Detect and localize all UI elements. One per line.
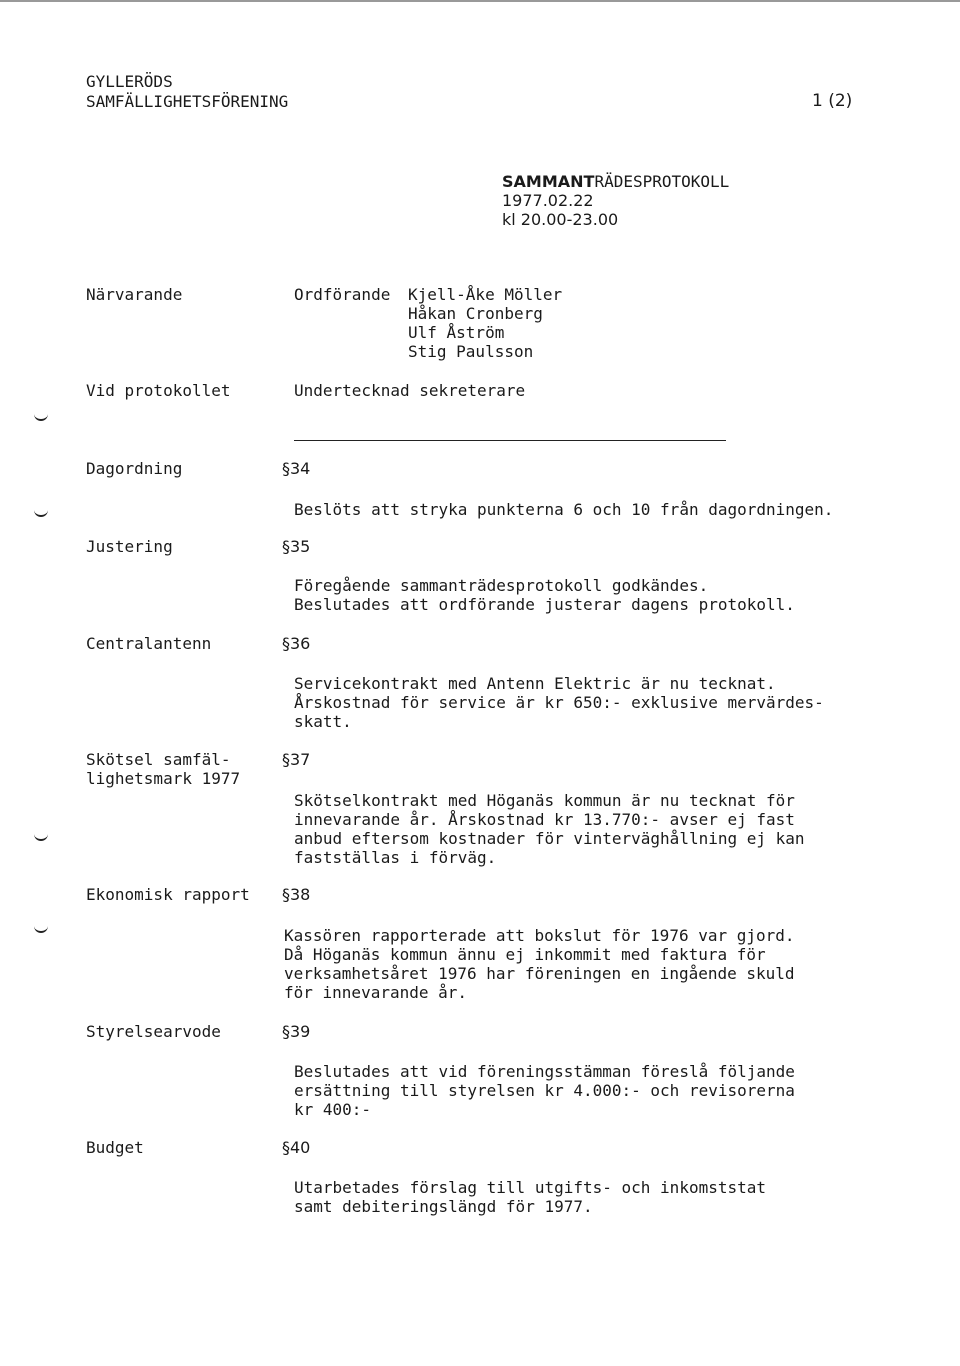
section-text-line: samt debiteringslängd för 1977. — [294, 1197, 593, 1216]
meeting-time: kl 20.00-23.00 — [502, 210, 619, 229]
member-name: Ulf Åström — [408, 323, 505, 342]
org-name-line1: GYLLERÖDS — [86, 72, 173, 91]
present-label: Närvarande — [86, 285, 183, 304]
member-name: Håkan Cronberg — [408, 304, 543, 323]
section-text-line: anbud eftersom kostnader för vinterväghållning ej kan — [294, 829, 805, 848]
section-number: §39 — [282, 1022, 311, 1041]
signature-line — [294, 440, 726, 441]
section-text-line: Kassören rapporterade att bokslut för 1976 var gjord. — [284, 926, 795, 945]
section-text-line: Utarbetades förslag till utgifts- och inkomststat — [294, 1178, 767, 1197]
section-number: §34 — [282, 459, 311, 478]
section-number: §37 — [282, 750, 311, 769]
page-number: 1 (2) — [812, 91, 853, 111]
section-number: §35 — [282, 537, 311, 556]
section-text-line: Beslutades att vid föreningsstämman föreslå följande — [294, 1062, 795, 1081]
section-text-line: Beslöts att stryka punkterna 6 och 10 från dagordningen. — [294, 500, 834, 519]
section-label-maintenance: Skötsel samfäl- lighetsmark 1977 — [86, 750, 241, 788]
margin-mark — [34, 832, 48, 841]
section-text-line: Beslutades att ordförande justerar dagens protokoll. — [294, 595, 795, 614]
title-bold-part: SAMMANT — [502, 172, 595, 191]
member-name: Stig Paulsson — [408, 342, 534, 361]
meeting-date: 1977.02.22 — [502, 191, 594, 210]
section-text-line: för innevarande år. — [284, 983, 468, 1002]
section-text-line: Föregående sammanträdesprotokoll godkändes. — [294, 576, 709, 595]
section-label-board-fee: Styrelsearvode — [86, 1022, 221, 1041]
minutes-by: Undertecknad sekreterare — [294, 381, 526, 400]
member-name: Kjell-Åke Möller — [408, 285, 563, 304]
section-label-budget: Budget — [86, 1138, 144, 1157]
section-text-line: Årskostnad för service är kr 650:- exklusive mervärdes- — [294, 693, 824, 712]
page-top-edge — [0, 0, 960, 2]
section-text-line: kr 400:- — [294, 1100, 372, 1119]
document-title — [502, 172, 729, 191]
title-rest: RÄDESPROTOKOLL — [594, 172, 730, 191]
section-text-line: fastställas i förväg. — [294, 848, 497, 867]
org-name-line2: SAMFÄLLIGHETSFÖRENING — [86, 92, 289, 111]
section-label-financial: Ekonomisk rapport — [86, 885, 250, 904]
margin-mark — [34, 508, 48, 517]
section-label-adjustment: Justering — [86, 537, 173, 556]
section-text-line: Servicekontrakt med Antenn Elektric är nu tecknat. — [294, 674, 776, 693]
section-label-antenna: Centralantenn — [86, 634, 212, 653]
section-number: §36 — [282, 634, 311, 653]
chair-role: Ordförande — [294, 285, 391, 304]
section-text-line: verksamhetsåret 1976 har föreningen en ingående skuld — [284, 964, 795, 983]
section-text-line: skatt. — [294, 712, 352, 731]
section-text-line: Då Höganäs kommun ännu ej inkommit med faktura för — [284, 945, 766, 964]
margin-mark — [34, 924, 48, 933]
margin-mark — [34, 412, 48, 421]
section-text-line: innevarande år. Årskostnad kr 13.770:- avser ej fast — [294, 810, 795, 829]
section-text-line: Skötselkontrakt med Höganäs kommun är nu tecknat för — [294, 791, 795, 810]
section-number: §38 — [282, 885, 311, 904]
section-text-line: ersättning till styrelsen kr 4.000:- och revisorerna — [294, 1081, 795, 1100]
minutes-label: Vid protokollet — [86, 381, 231, 400]
section-number: §40 — [282, 1138, 311, 1157]
section-label-agenda: Dagordning — [86, 459, 183, 478]
